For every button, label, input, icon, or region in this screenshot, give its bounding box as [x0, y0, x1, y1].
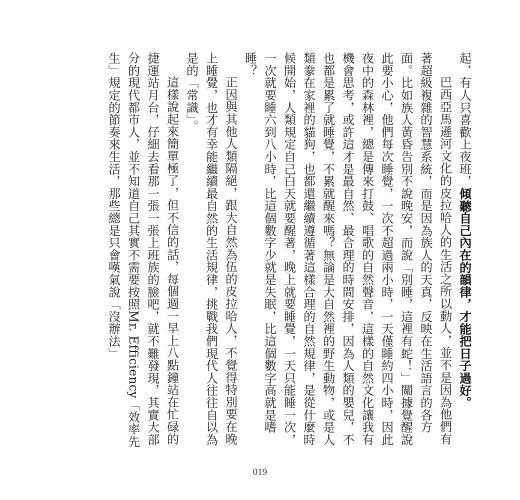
- vertical-text-body: [44, 52, 474, 456]
- page-number: 019: [252, 468, 268, 478]
- emphasized-sentence: 傾聽自己內在的韻律，才能把日子過好。: [458, 187, 472, 409]
- paragraph-natural-rhythm: 正因與其他人類隔絕，跟大自然為伍的皮拉哈人，不覺得特別要在晚上睡覺，也才有幸能繼續最自然的生活規律，挑戰我們現代人往往自以為是的「常識」。: [185, 52, 238, 446]
- paragraph-commuters: 這樣說起來簡單極了，但不信的話，每個週一早上八點鐘站在忙碌的捷運站月台，仔細去看那一張一張上班族的臉吧，就不難發現，其實大部分的現代都市人，並不知道自己其實不需要按照Mr. Efficiency「效率先生」規定的節奏來生活，那些總是只會嘆氣說「沒辦法」: [107, 52, 180, 448]
- opening-paragraph: [455, 52, 475, 456]
- opening-lead-text: 起，有人只喜歡上夜班，: [458, 52, 472, 188]
- paragraph-pirahã-culture: 巴西亞馬遜河文化的皮拉哈人的生活之所以動人，並不是因為他們有著超級複雜的智慧系統，而是因為族人的天真，反映在生活語言的各方面。比如族人黃昏告別不說晚安，而說「別睡，這裡有蛇！」關據覺醒說此要小心，他們每次睡覺，一次不超過兩小時，一天僅睡約四小時，因此夜中的森林裡，總是傳來打鼓、唱歌的自然聲音，這樣的自然文化讓我有機會思考，或許這才是最自然、最合理的時間安排，因為人類的嬰兒，不也都是累了就睡覺，不累就醒來嗎？無論是大自然裡的野生動物，或是人類豢在家裡的貓狗，也都還繼續遵循著這樣合理的自然規律，是從什麼時候開始，人類規定自己白天就要醒著，晚上就要睡覺，一天只能睡一次，一次就要睡六到八小時，比這個數字少就是失眠，比這個數字高就是嗜睡？: [243, 52, 453, 446]
